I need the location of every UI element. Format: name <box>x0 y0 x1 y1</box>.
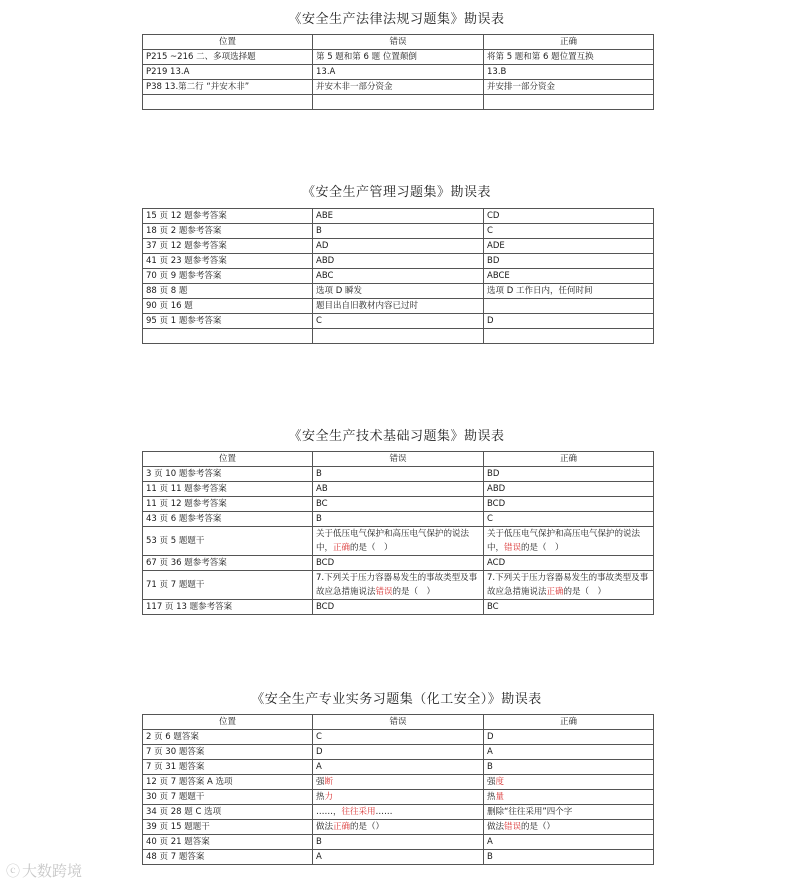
cell-location: P38 13.第二行 “并安木非” <box>143 80 313 95</box>
table-row <box>143 512 654 527</box>
cell-error: C <box>313 730 484 745</box>
table-row <box>143 299 654 314</box>
cell-error: B <box>313 512 484 527</box>
cell-error: BCD <box>313 600 484 615</box>
cell-correct <box>484 95 654 110</box>
watermark <box>6 860 82 881</box>
cell-correct: 删除“往往采用”四个字 <box>484 805 654 820</box>
cell-error: ABD <box>313 254 484 269</box>
cell-location: 117 页 13 题参考答案 <box>143 600 313 615</box>
cell-correct: C <box>484 224 654 239</box>
cell-location: 12 页 7 题答案 A 选项 <box>143 775 313 790</box>
table-row <box>143 805 654 820</box>
cell-correct: BD <box>484 467 654 482</box>
cell-error: ABE <box>313 209 484 224</box>
errata-table <box>142 714 654 865</box>
cell-correct <box>484 329 654 344</box>
cell-location: 11 页 12 题参考答案 <box>143 497 313 512</box>
cell-error: 并安木非一部分资金 <box>313 80 484 95</box>
cell-location: 40 页 21 题答案 <box>143 835 313 850</box>
cell-correct: CD <box>484 209 654 224</box>
header-correct: 正确 <box>484 35 654 50</box>
cell-correct: 热量 <box>484 790 654 805</box>
cell-location: 7 页 30 题答案 <box>143 745 313 760</box>
cell-error: AD <box>313 239 484 254</box>
header-error: 错误 <box>313 715 484 730</box>
watermark-logo-icon: ⓒ <box>6 864 20 880</box>
table-row <box>143 209 654 224</box>
cell-location: 15 页 12 题参考答案 <box>143 209 313 224</box>
cell-location: P219 13.A <box>143 65 313 80</box>
table-row <box>143 835 654 850</box>
cell-location: 30 页 7 题题干 <box>143 790 313 805</box>
cell-error <box>313 95 484 110</box>
table-row <box>143 254 654 269</box>
cell-location: 43 页 6 题参考答案 <box>143 512 313 527</box>
cell-correct: BC <box>484 600 654 615</box>
table-row <box>143 269 654 284</box>
cell-location: 88 页 8 题 <box>143 284 313 299</box>
cell-correct: C <box>484 512 654 527</box>
cell-correct: 做法错误的是（） <box>484 820 654 835</box>
cell-correct: 7.下列关于压力容器易发生的事故类型及事故应急措施说法正确的是（ ） <box>484 571 654 600</box>
cell-location: 11 页 11 题参考答案 <box>143 482 313 497</box>
cell-correct: BD <box>484 254 654 269</box>
cell-location: 95 页 1 题参考答案 <box>143 314 313 329</box>
cell-location <box>143 95 313 110</box>
cell-error: 7.下列关于压力容器易发生的事故类型及事故应急措施说法错误的是（ ） <box>313 571 484 600</box>
cell-error: D <box>313 745 484 760</box>
table-row <box>143 775 654 790</box>
cell-correct: B <box>484 850 654 865</box>
table-row <box>143 284 654 299</box>
cell-error: BCD <box>313 556 484 571</box>
cell-error: 关于低压电气保护和高压电气保护的说法中，正确的是（ ） <box>313 527 484 556</box>
table-row <box>143 314 654 329</box>
table-row <box>143 850 654 865</box>
cell-correct: B <box>484 760 654 775</box>
table-header-row <box>143 452 654 467</box>
highlighted-text: 往往采用 <box>341 806 376 817</box>
header-location: 位置 <box>143 452 313 467</box>
table-row <box>143 730 654 745</box>
table-row <box>143 224 654 239</box>
header-error: 错误 <box>313 452 484 467</box>
cell-location: 67 页 36 题参考答案 <box>143 556 313 571</box>
header-location: 位置 <box>143 35 313 50</box>
table-row <box>143 745 654 760</box>
cell-location: 37 页 12 题参考答案 <box>143 239 313 254</box>
cell-error: ABC <box>313 269 484 284</box>
table-row <box>143 760 654 775</box>
highlighted-text: 正确 <box>546 587 564 597</box>
cell-error: A <box>313 850 484 865</box>
table-row <box>143 482 654 497</box>
cell-location: 90 页 16 题 <box>143 299 313 314</box>
cell-error: B <box>313 224 484 239</box>
errata-table <box>142 208 654 344</box>
table-row <box>143 527 654 556</box>
header-correct: 正确 <box>484 715 654 730</box>
cell-correct: A <box>484 745 654 760</box>
table-row <box>143 467 654 482</box>
cell-correct: 并安排一部分资金 <box>484 80 654 95</box>
section-title: 《安全生产专业实务习题集（化工安全）》勘误表 <box>251 692 542 707</box>
cell-location: P215 ~216 二、多项选择题 <box>143 50 313 65</box>
table-row <box>143 820 654 835</box>
cell-location: 53 页 5 题题干 <box>143 527 313 556</box>
header-error: 错误 <box>313 35 484 50</box>
cell-error: 做法正确的是（） <box>313 820 484 835</box>
cell-error: 13.A <box>313 65 484 80</box>
header-correct: 正确 <box>484 452 654 467</box>
cell-location: 71 页 7 题题干 <box>143 571 313 600</box>
highlighted-text: 度 <box>495 776 505 787</box>
errata-table <box>142 451 654 615</box>
cell-correct <box>484 299 654 314</box>
table-row <box>143 239 654 254</box>
cell-error: A <box>313 760 484 775</box>
highlighted-text: 力 <box>324 791 334 802</box>
highlighted-text: 错误 <box>375 587 393 597</box>
section-title: 《安全生产法律法规习题集》勘误表 <box>288 12 505 27</box>
cell-error: 选项 D 瞬发 <box>313 284 484 299</box>
errata-table <box>142 34 654 110</box>
cell-error: B <box>313 467 484 482</box>
table-row <box>143 50 654 65</box>
table-row <box>143 600 654 615</box>
cell-error: 热力 <box>313 790 484 805</box>
table-row <box>143 790 654 805</box>
watermark-text: 大数跨境 <box>22 862 83 880</box>
highlighted-text: 错误 <box>504 821 522 832</box>
cell-correct: D <box>484 314 654 329</box>
cell-correct: ABCE <box>484 269 654 284</box>
cell-correct: 强度 <box>484 775 654 790</box>
cell-correct: ADE <box>484 239 654 254</box>
cell-error: C <box>313 314 484 329</box>
table-header-row <box>143 35 654 50</box>
highlighted-text: 错误 <box>504 543 522 553</box>
table-row <box>143 571 654 600</box>
cell-error: 第 5 题和第 6 题 位置颠倒 <box>313 50 484 65</box>
highlighted-text: 量 <box>495 791 505 802</box>
cell-location: 41 页 23 题参考答案 <box>143 254 313 269</box>
cell-correct: BCD <box>484 497 654 512</box>
table-row <box>143 556 654 571</box>
cell-correct: D <box>484 730 654 745</box>
cell-error: ……，往往采用…… <box>313 805 484 820</box>
cell-error: BC <box>313 497 484 512</box>
cell-location: 34 页 28 题 C 选项 <box>143 805 313 820</box>
cell-error: AB <box>313 482 484 497</box>
cell-correct: 13.B <box>484 65 654 80</box>
highlighted-text: 正确 <box>333 821 351 832</box>
cell-error: B <box>313 835 484 850</box>
cell-error: 题目出自旧教材内容已过时 <box>313 299 484 314</box>
cell-location: 2 页 6 题答案 <box>143 730 313 745</box>
table-row <box>143 497 654 512</box>
cell-error <box>313 329 484 344</box>
cell-correct: 将第 5 题和第 6 题位置互换 <box>484 50 654 65</box>
table-row <box>143 65 654 80</box>
header-location: 位置 <box>143 715 313 730</box>
highlighted-text: 正确 <box>333 543 351 553</box>
cell-correct: A <box>484 835 654 850</box>
table-row <box>143 95 654 110</box>
cell-correct: ABD <box>484 482 654 497</box>
cell-correct: ACD <box>484 556 654 571</box>
cell-correct: 关于低压电气保护和高压电气保护的说法中，错误的是（ ） <box>484 527 654 556</box>
cell-correct: 选项 D 工作日内，任何时间 <box>484 284 654 299</box>
section-title: 《安全生产管理习题集》勘误表 <box>301 185 491 200</box>
cell-location: 3 页 10 题参考答案 <box>143 467 313 482</box>
cell-location: 48 页 7 题答案 <box>143 850 313 865</box>
section-title: 《安全生产技术基础习题集》勘误表 <box>288 429 505 444</box>
cell-location: 7 页 31 题答案 <box>143 760 313 775</box>
table-row <box>143 80 654 95</box>
cell-location <box>143 329 313 344</box>
table-header-row <box>143 715 654 730</box>
table-row <box>143 329 654 344</box>
cell-location: 70 页 9 题参考答案 <box>143 269 313 284</box>
cell-location: 18 页 2 题参考答案 <box>143 224 313 239</box>
highlighted-text: 断 <box>324 776 334 787</box>
cell-location: 39 页 15 题题干 <box>143 820 313 835</box>
cell-error: 强断 <box>313 775 484 790</box>
